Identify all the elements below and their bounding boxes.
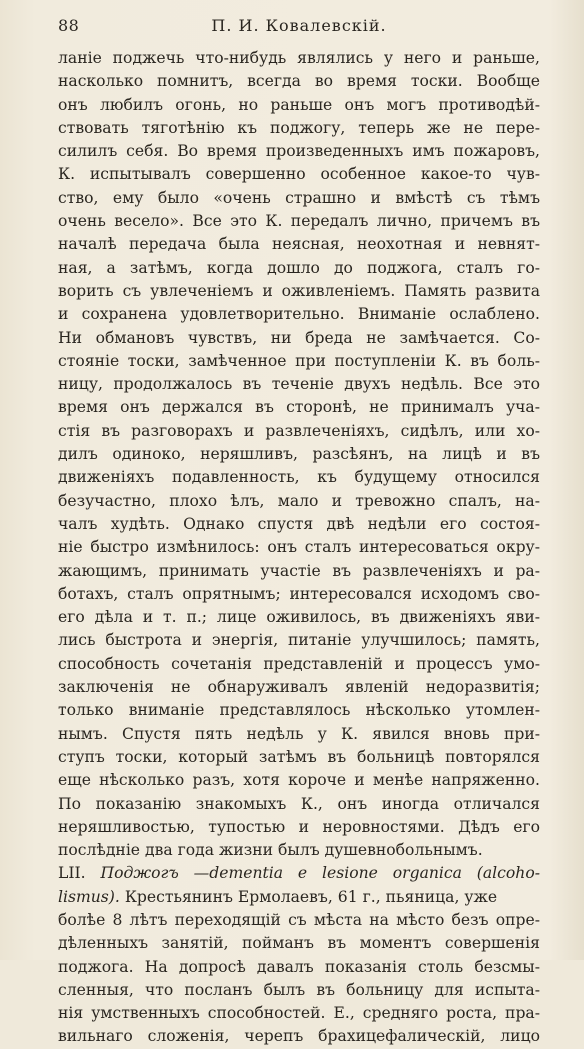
- text-line: стояніе тоски, замѣченное при поступленіи К. въ боль-: [58, 351, 540, 370]
- text-line: поджога. На допросѣ давалъ показанія столь безсмы-: [58, 957, 540, 976]
- text-line: ство, ему было «очень страшно и вмѣстѣ съ тѣмъ: [58, 188, 540, 207]
- section-heading-line-2: [58, 886, 540, 909]
- section-heading-line: [58, 862, 540, 885]
- text-line: онъ любилъ огонь, но раньше онъ могъ противодѣй-: [58, 95, 540, 114]
- text-line: очень весело». Все это К. передалъ лично, причемъ въ: [58, 212, 540, 231]
- text-line: болѣе 8 лѣтъ переходящій съ мѣста на мѣсто безъ опре-: [58, 910, 540, 929]
- section-first-line-rest: Крестьянинъ Ермолаевъ, 61 г., пьяница, уже: [119, 887, 498, 906]
- text-line: лись быстрота и энергія, питаніе улучшилось; память,: [58, 631, 540, 650]
- text-line: дѣленныхъ занятій, пойманъ въ моментъ совершенія: [58, 934, 540, 953]
- text-line: ботахъ, сталъ опрятнымъ; интересовался исходомъ сво-: [58, 584, 540, 603]
- text-line: силилъ себя. Во время произведенныхъ имъ пожаровъ,: [58, 142, 540, 161]
- text-line: ступъ тоски, который затѣмъ въ больницѣ повторялся: [58, 747, 540, 766]
- text-line: стія въ разговорахъ и развлеченіяхъ, сидѣлъ, или хо-: [58, 421, 540, 440]
- text-line: нымъ. Спустя пять недѣль у К. явился вновь при-: [58, 724, 540, 743]
- text-line: заключенія не обнаруживалъ явленій недоразвитія;: [58, 678, 540, 697]
- section-paragraph: [58, 909, 540, 1049]
- text-line: жающимъ, принимать участіе въ развлеченіяхъ и ра-: [58, 561, 540, 580]
- text-line: ворить съ увлеченіемъ и оживленіемъ. Память развита: [58, 281, 540, 300]
- text-line: время онъ держался въ сторонѣ, не принималъ уча-: [58, 398, 540, 417]
- text-line: К. испытывалъ совершенно особенное какое-то чув-: [58, 165, 540, 184]
- text-line: неряшливостью, тупостью и неровностями. Дѣдъ его: [58, 817, 540, 836]
- text-line: По показанію знакомыхъ К., онъ иногда отличался: [58, 794, 540, 813]
- body-text: [58, 47, 540, 1049]
- text-line: движеніяхъ подавленность, къ будущему относился: [58, 468, 540, 487]
- text-line: еще нѣсколько разъ, хотя короче и менѣе напряженно.: [58, 771, 540, 790]
- text-line: ная, а затѣмъ, когда дошло до поджога, сталъ го-: [58, 258, 540, 277]
- text-line: безучастно, плохо ѣлъ, мало и тревожно спалъ, на-: [58, 491, 540, 510]
- text-line: ніе быстро измѣнилось: онъ сталъ интересоваться окру-: [58, 538, 540, 557]
- text-line: сленныя, что посланъ былъ въ больницу для испыта-: [58, 980, 540, 999]
- text-line: вильнаго сложенія, черепъ брахицефалическій, лицо: [58, 1027, 540, 1046]
- text-line: способность сочетанія представленій и процессъ умо-: [58, 654, 540, 673]
- text-line: ланіе поджечь что-нибудь являлись у него и раньше,: [58, 49, 540, 67]
- section-title-italic: Поджогъ —dementia e lesione organica (alcoho-: [100, 864, 540, 883]
- text-line: дилъ одиноко, неряшливъ, разсѣянъ, на лицѣ и въ: [58, 445, 540, 464]
- text-line: послѣдніе два года жизни былъ душевнобольнымъ.: [58, 841, 483, 860]
- text-line: ницу, продолжалось въ теченіе двухъ недѣль. Все это: [58, 375, 540, 394]
- text-line: нія умственныхъ способностей. Е., средняго роста, пра-: [58, 1004, 540, 1023]
- text-line: началѣ передача была неясная, неохотная и невнят-: [58, 235, 540, 254]
- page-number: 88: [58, 16, 80, 35]
- page-header: [58, 16, 540, 40]
- text-line: его дѣла и т. п.; лице оживилось, въ движеніяхъ яви-: [58, 608, 540, 627]
- section-title-italic-cont: lismus).: [58, 887, 120, 906]
- text-line: и сохранена удовлетворительно. Вниманіе ослаблено.: [58, 305, 540, 324]
- paragraph-continuation: [58, 47, 540, 862]
- text-line: насколько помнитъ, всегда во время тоски. Вообще: [58, 72, 540, 91]
- running-head: П. И. Ковалевскій.: [211, 16, 387, 35]
- text-line: чалъ худѣть. Однако спустя двѣ недѣли его состоя-: [58, 514, 540, 533]
- text-line: Ни обмановъ чувствъ, ни бреда не замѣчается. Со-: [58, 328, 540, 347]
- section-number: LII.: [58, 864, 86, 883]
- text-line: ствовать тяготѣнію къ поджогу, теперь же не пере-: [58, 118, 540, 137]
- text-line: только вниманіе представлялось нѣсколько утомлен-: [58, 701, 540, 720]
